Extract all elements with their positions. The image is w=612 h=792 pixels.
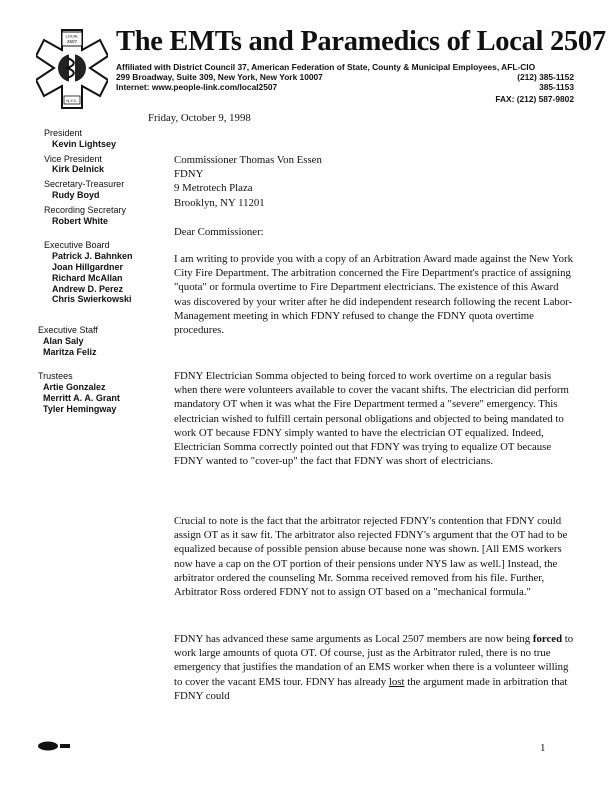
- svg-text:LOCAL: LOCAL: [65, 33, 79, 39]
- trustees-role: Trustees: [38, 371, 73, 382]
- vice-president-role: Vice President: [44, 153, 102, 164]
- address-line: 299 Broadway, Suite 309, New York, New York 10007: [116, 72, 323, 82]
- secretary-treasurer-name: Rudy Boyd: [52, 189, 100, 200]
- board-member: Andrew D. Perez: [52, 283, 124, 294]
- recipient-line: 9 Metrotech Plaza: [174, 182, 253, 195]
- paragraph-2: FDNY Electrician Somma objected to being forced to work overtime on a regular basis when there were volunteers available to cover the vacant shifts. The electrician did perform mandatory OT when it was what the Fire Department termed a "severe" emergency. This electrician wished to fulfill certain personal obligations and objected to being mandated to work OT because FDNY simply wanted to have the electrician OT equalized. Indeed, Electrician Somma correctly pointed out that FDNY was trying to equalize OT because FDNY wanted to "cover-up" the fact that FDNY was short of electricians.: [174, 370, 569, 468]
- affiliation-line: Affiliated with District Council 37, American Federation of State, County & Municipal Employees, AFL-CIO: [116, 62, 536, 72]
- website-line: Internet: www.people-link.com/local2507: [116, 82, 278, 92]
- letter-date: Friday, October 9, 1998: [148, 112, 251, 124]
- secretary-treasurer-role: Secretary-Treasurer: [44, 179, 125, 190]
- recording-secretary-role: Recording Secretary: [44, 204, 127, 215]
- recipient-line: Commissioner Thomas Von Essen: [174, 154, 322, 166]
- paragraph-4-text: FDNY has advanced these same arguments as Local 2507 members are now being: [174, 633, 533, 645]
- recipient-line: FDNY: [174, 168, 204, 181]
- board-member: Patrick J. Bahnken: [52, 251, 133, 262]
- staff-trustees-sidebar: [38, 325, 120, 415]
- executive-staff-role: Executive Staff: [38, 325, 98, 335]
- vice-president-name: Kirk Delnick: [52, 164, 105, 175]
- paragraph-4: [174, 632, 576, 703]
- trustee-name: Merritt A. A. Grant: [43, 392, 120, 403]
- recording-secretary-name: Robert White: [52, 215, 108, 226]
- staff-member: Alan Saly: [43, 335, 84, 346]
- board-member: Chris Swierkowski: [52, 294, 132, 305]
- recipient-block: [174, 153, 576, 210]
- paragraph-1: I am writing to provide you with a copy of an Arbitration Award made against the New York City Fire Department. The arbitration concerned the Fire Department's practice of assigning "quota" or formula overtime to Fire Department electricians. The existence of this Award was discovered by your writer after he did independent research following the recent Labor-Management meeting in which FDNY refused to change the FDNY quota overtime procedures.: [174, 253, 574, 337]
- phone-secondary: 385-1153: [539, 82, 574, 92]
- letterhead-title: The EMTs and Paramedics of Local 2507: [116, 26, 606, 57]
- fax-number: FAX: (212) 587-9802: [495, 94, 574, 104]
- emphasis-lost: lost: [388, 675, 405, 688]
- paragraph-4-text: the argument made in arbitration that FDNY could: [174, 675, 568, 702]
- salutation: Dear Commissioner:: [174, 226, 264, 238]
- board-member: Joan Hillgardner: [52, 261, 124, 272]
- svg-text:2507: 2507: [66, 39, 78, 44]
- executive-board-role: Executive Board: [44, 240, 110, 251]
- emphasis-forced: forced: [532, 633, 563, 645]
- officers-sidebar: [44, 128, 133, 305]
- page-number: 1: [540, 742, 546, 754]
- union-bug-icon: [36, 740, 78, 752]
- recipient-line: Brooklyn, NY 11201: [174, 196, 265, 209]
- staff-member: Maritza Feliz: [43, 346, 97, 357]
- trustee-name: Artie Gonzalez: [43, 382, 106, 393]
- union-star-of-life-logo: [36, 28, 108, 112]
- paragraph-4-text: to work large amounts of quota OT. Of course, just as the Arbitrator ruled, there is no true emergency that justifies the mandation of an EMS worker when there is a volunteer willing to cover the vacant EMS tour. FDNY has already: [174, 633, 574, 688]
- president-name: Kevin Lightsey: [52, 138, 117, 149]
- board-member: Richard McAllan: [52, 272, 123, 283]
- svg-text:N.Y.C.: N.Y.C.: [66, 98, 78, 103]
- president-role: President: [44, 128, 83, 138]
- trustee-name: Tyler Hemingway: [43, 403, 117, 414]
- phone-primary: (212) 385-1152: [517, 72, 574, 82]
- paragraph-3: Crucial to note is the fact that the arbitrator rejected FDNY's contention that FDNY could assign OT as it saw fit. The arbitrator also rejected FDNY's argument that the OT had to be equalized because of possible pension abuse because none was shown. [All EMS workers now have a cap on the OT portion of their pensions under NYS law as well.] Instead, the arbitrator ordered the counseling Mr. Somma received removed from his file. Further, Arbitrator Ross ordered FDNY not to assign OT based on a "mechanical formula.": [174, 515, 568, 599]
